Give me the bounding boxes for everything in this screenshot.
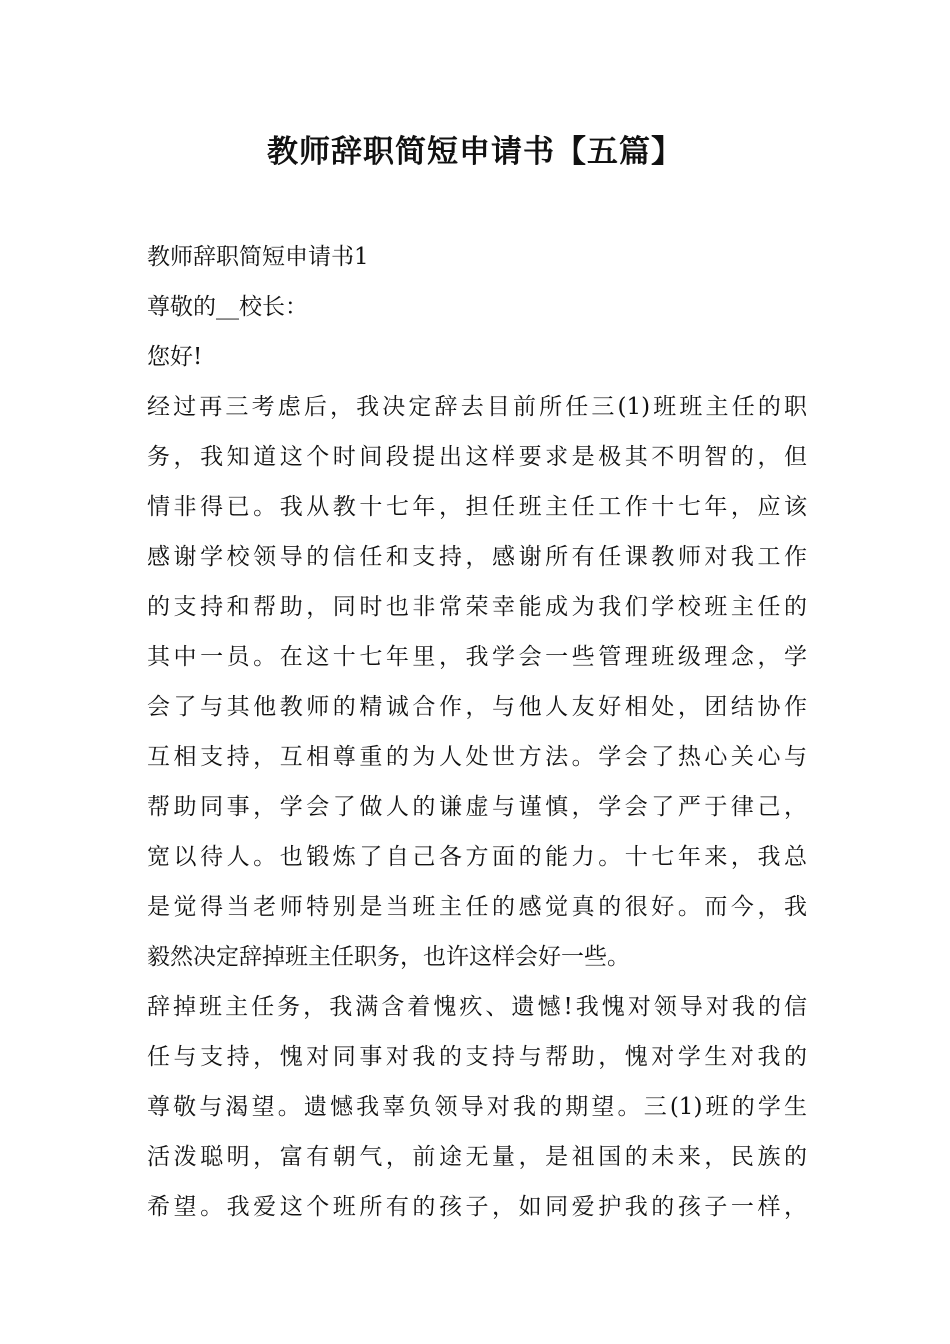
paragraph-line: 感谢学校领导的信任和支持，感谢所有任课教师对我工作 [147, 544, 807, 570]
paragraph-line: 尊敬与渴望。遗憾我辜负领导对我的期望。三(1)班的学生 [147, 1094, 807, 1120]
paragraph-line: 辞掉班主任务，我满含着愧疚、遗憾!我愧对领导对我的信 [147, 994, 807, 1020]
paragraph-line: 经过再三考虑后，我决定辞去目前所任三(1)班班主任的职 [147, 394, 807, 420]
paragraph-line: 帮助同事，学会了做人的谦虚与谨慎，学会了严于律己， [147, 794, 807, 820]
document-title: 教师辞职简短申请书【五篇】 [267, 134, 683, 170]
paragraph-line: 其中一员。在这十七年里，我学会一些管理班级理念，学 [147, 644, 807, 670]
paragraph-line: 情非得已。我从教十七年，担任班主任工作十七年，应该 [147, 494, 807, 520]
salutation: 尊敬的__校长： [147, 294, 308, 320]
paragraph-line: 活泼聪明，富有朝气，前途无量，是祖国的未来，民族的 [147, 1144, 807, 1170]
document-body [147, 232, 807, 1232]
paragraph-line: 毅然决定辞掉班主任职务，也许这样会好一些。 [147, 944, 630, 970]
paragraph-2 [147, 982, 807, 1232]
paragraph-1 [147, 382, 807, 982]
paragraph-line: 任与支持，愧对同事对我的支持与帮助，愧对学生对我的 [147, 1044, 807, 1070]
paragraph-line: 的支持和帮助，同时也非常荣幸能成为我们学校班主任的 [147, 594, 807, 620]
paragraph-line: 是觉得当老师特别是当班主任的感觉真的很好。而今，我 [147, 894, 807, 920]
paragraph-line: 希望。我爱这个班所有的孩子，如同爱护我的孩子一样， [147, 1194, 807, 1220]
paragraph-line: 互相支持，互相尊重的为人处世方法。学会了热心关心与 [147, 744, 807, 770]
paragraph-line: 宽以待人。也锻炼了自己各方面的能力。十七年来，我总 [147, 844, 807, 870]
letter-heading: 教师辞职简短申请书1 [147, 244, 369, 270]
greeting: 您好! [147, 344, 203, 370]
paragraph-line: 务，我知道这个时间段提出这样要求是极其不明智的，但 [147, 444, 807, 470]
paragraph-line: 会了与其他教师的精诚合作，与他人友好相处，团结协作 [147, 694, 807, 720]
